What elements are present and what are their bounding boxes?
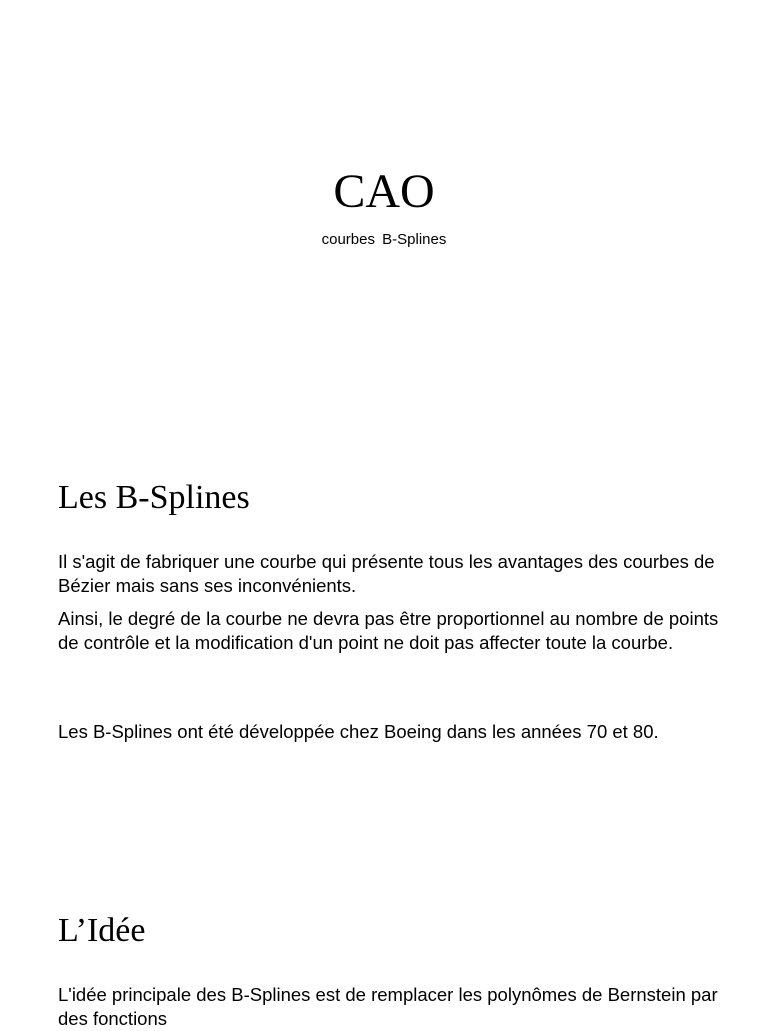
presentation-subtitle: courbes B-Splines [321, 231, 447, 248]
slide-heading: L’Idée [58, 912, 146, 949]
paragraph: Les B-Splines ont été développée chez Boeing dans les années 70 et 80. [58, 721, 659, 742]
paragraph: L'idée principale des B-Splines est de remplacer les polynômes de Bernstein par des fonctions [58, 984, 718, 1029]
paragraph: Ainsi, le degré de la courbe ne devra pas être proportionnel au nombre de points de contrôle et la modification d'un point ne doit pas affecter toute la courbe. [58, 608, 719, 653]
paragraph: Il s'agit de fabriquer une courbe qui présente tous les avantages des courbes de Bézier mais sans ses inconvénients. [58, 551, 715, 596]
presentation-title: CAO [333, 165, 435, 218]
slide-heading: Les B-Splines [58, 479, 250, 516]
